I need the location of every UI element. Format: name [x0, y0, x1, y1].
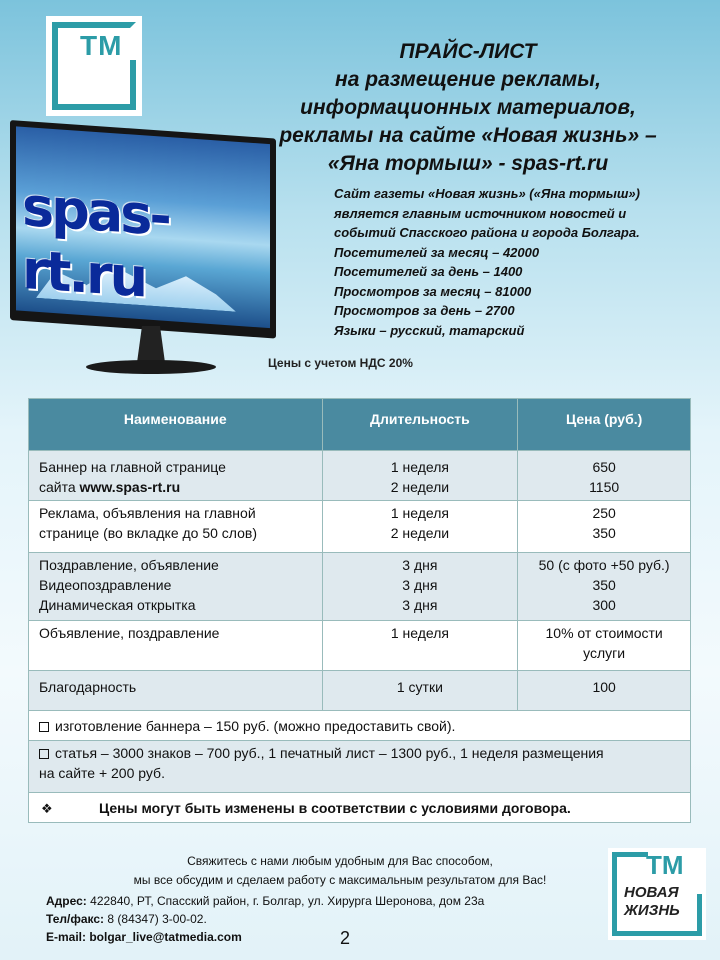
cell-duration — [322, 671, 518, 711]
logo-bar — [612, 852, 648, 857]
cell-line: Баннер на главной странице — [39, 459, 226, 475]
title-line: на размещение рекламы, — [335, 68, 601, 91]
cell-line: 2 недели — [390, 479, 450, 495]
note-text: статья – 3000 знаков – 700 руб., 1 печатный лист – 1300 руб., 1 неделя размещения — [55, 745, 604, 761]
cell-line — [39, 477, 312, 497]
cell-line: 1 неделя — [390, 505, 449, 521]
info-line: является главным источником новостей и — [334, 205, 627, 221]
email-label: E-mail: — [46, 930, 90, 944]
cell-duration — [322, 501, 518, 553]
title-line: информационных материалов, — [300, 96, 636, 119]
logo-tm-text: ТМ — [646, 850, 684, 880]
cell-line: Динамическая открытка — [39, 597, 196, 613]
cell-line — [39, 743, 680, 763]
table-header-row — [29, 399, 691, 451]
address-value: 422840, РТ, Спасский район, г. Болгар, ул. Хирурга Шеронова, дом 23а — [86, 894, 485, 908]
cell-price — [518, 621, 691, 671]
note-text: изготовление баннера – 150 руб. (можно предоставить свой). — [55, 718, 456, 734]
info-line: Посетителей за месяц – 42000 — [334, 244, 540, 260]
cell-line: Благодарность — [39, 679, 137, 695]
monitor-site-text: spas-rt.ru — [22, 174, 169, 310]
cell-price — [518, 553, 691, 621]
site-url: www.spas-rt.ru — [79, 479, 181, 495]
cell-line: 250 — [592, 505, 616, 521]
checkbox-bullet-icon — [39, 722, 49, 732]
site-info — [334, 184, 694, 340]
table-row — [29, 741, 691, 793]
contacts — [46, 892, 484, 946]
cell-line: 50 (с фото +50 руб.) — [538, 557, 670, 573]
cell-line: 1 неделя — [390, 625, 449, 641]
cell-line: Видеопоздравление — [39, 577, 172, 593]
info-line: событий Спасского района и города Болгара. — [334, 225, 640, 240]
cell-duration — [322, 621, 518, 671]
title-line: ПРАЙС-ЛИСТ — [399, 40, 537, 63]
logo-bar — [612, 931, 702, 936]
info-line: Просмотров за день – 2700 — [334, 303, 515, 318]
page-title — [258, 38, 678, 178]
cell-name — [29, 621, 323, 671]
lead-line: мы все обсудим и сделаем работу с максимальным результатом для Вас! — [133, 873, 547, 887]
info-line: Просмотров за месяц – 81000 — [334, 283, 532, 299]
cell-line: 10% от стоимости — [545, 625, 663, 641]
tm-logo — [46, 16, 142, 116]
cell-duration — [322, 553, 518, 621]
table-row — [29, 671, 691, 711]
header-price: Цена (руб.) — [518, 399, 691, 451]
note-banner — [29, 711, 691, 741]
checkbox-bullet-icon — [39, 749, 49, 759]
monitor-stand-base — [86, 360, 216, 374]
info-line: Языки – русский, татарский — [334, 322, 525, 338]
cell-name — [29, 501, 323, 553]
cell-name — [29, 671, 323, 711]
phone-value: 8 (84347) 3-00-02. — [104, 912, 207, 926]
logo-tm-text: ТМ — [80, 30, 123, 61]
cell-line: 3 дня — [402, 597, 438, 613]
diamond-bullet-icon: ❖ — [41, 801, 53, 816]
logo-bar — [612, 852, 617, 936]
note-disclaimer — [29, 793, 691, 823]
lead-line: Свяжитесь с нами любым удобным для Вас способом, — [187, 854, 493, 868]
address — [46, 892, 484, 910]
table-row — [29, 793, 691, 823]
cell-line: Объявление, поздравление — [39, 625, 220, 641]
contact-lead — [60, 852, 620, 890]
header-name: Наименование — [29, 399, 323, 451]
logo-name-line: ЖИЗНЬ — [624, 902, 680, 919]
cell-name — [29, 451, 323, 501]
cell-line: странице (во вкладке до 50 слов) — [39, 525, 258, 541]
cell-line: 1 неделя — [390, 459, 449, 475]
header-duration: Длительность — [322, 399, 518, 451]
table-row — [29, 553, 691, 621]
cell-line: 3 дня — [402, 557, 438, 573]
cell-line: услуги — [583, 645, 626, 661]
cell-line: 350 — [592, 577, 616, 593]
note-text: на сайте + 200 руб. — [39, 765, 165, 781]
title-line: «Яна тормыш» - spas-rt.ru — [327, 152, 609, 175]
title-line: рекламы на сайте «Новая жизнь» – — [279, 124, 657, 147]
monitor-bezel — [10, 120, 276, 339]
phone — [46, 910, 484, 928]
cell-price — [518, 671, 691, 711]
table-row — [29, 621, 691, 671]
table-row — [29, 711, 691, 741]
vat-note: Цены с учетом НДС 20% — [268, 356, 413, 370]
monitor-screen — [16, 126, 270, 328]
email-link[interactable]: bolgar_live@tatmedia.com — [89, 930, 242, 944]
cell-price — [518, 451, 691, 501]
info-line: Сайт газеты «Новая жизнь» («Яна тормыш») — [334, 186, 640, 201]
logo-frame-right — [130, 60, 136, 110]
cell-line: 1150 — [589, 479, 620, 495]
cell-line: Реклама, объявления на главной — [39, 505, 256, 521]
price-table — [28, 398, 691, 823]
cell-line: Поздравление, объявление — [39, 557, 219, 573]
cell-duration — [322, 451, 518, 501]
cell-line: 2 недели — [390, 525, 450, 541]
cell-text: сайта — [39, 479, 80, 495]
monitor-illustration — [10, 120, 276, 342]
logo-bar — [697, 894, 702, 936]
cell-line: 300 — [592, 597, 616, 613]
address-label: Адрес: — [46, 894, 87, 908]
novaya-zhizn-logo — [608, 848, 706, 940]
cell-line: 350 — [592, 525, 616, 541]
table-row — [29, 501, 691, 553]
email — [46, 928, 484, 946]
cell-name — [29, 553, 323, 621]
cell-line: 650 — [592, 459, 616, 475]
logo-name — [624, 884, 680, 920]
disclaimer-text: Цены могут быть изменены в соответствии с условиями договора. — [99, 800, 571, 816]
cell-line: 100 — [592, 679, 616, 695]
info-line: Посетителей за день – 1400 — [334, 264, 523, 279]
cell-line: 1 сутки — [396, 679, 443, 695]
note-article — [29, 741, 691, 793]
cell-line: 3 дня — [402, 577, 438, 593]
cell-price — [518, 501, 691, 553]
table-row — [29, 451, 691, 501]
phone-label: Тел/факс: — [46, 912, 105, 926]
page-number: 2 — [340, 928, 351, 948]
logo-name-line: НОВАЯ — [624, 884, 679, 901]
